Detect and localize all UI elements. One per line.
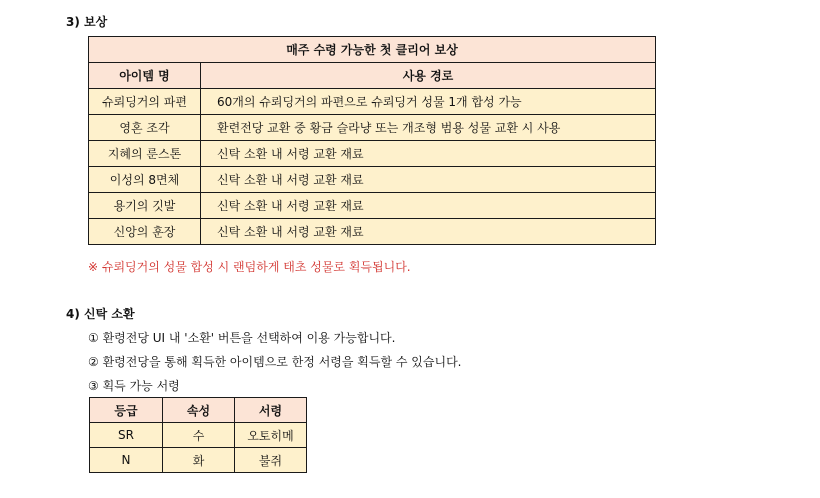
attribute-cell: 수 bbox=[163, 423, 235, 448]
usage-cell: 60개의 슈뢰딩거의 파편으로 슈뢰딩거 성물 1개 합성 가능 bbox=[201, 89, 656, 115]
usage-cell: 신탁 소환 내 서령 교환 재료 bbox=[201, 193, 656, 219]
reward-table-caption-row bbox=[89, 37, 656, 63]
table-row bbox=[89, 141, 656, 167]
table-row bbox=[89, 167, 656, 193]
summon-line-3: ③ 획득 가능 서령 bbox=[88, 379, 180, 393]
grade-cell: N bbox=[90, 448, 163, 473]
table-row bbox=[89, 193, 656, 219]
item-name-cell: 영혼 조각 bbox=[89, 115, 201, 141]
table-row bbox=[89, 89, 656, 115]
table-row bbox=[90, 448, 307, 473]
usage-cell: 신탁 소환 내 서령 교환 재료 bbox=[201, 167, 656, 193]
item-name-cell: 신앙의 훈장 bbox=[89, 219, 201, 245]
usage-cell: 환련전당 교환 중 황금 슬라냥 또는 개조형 범용 성물 교환 시 사용 bbox=[201, 115, 656, 141]
usage-cell: 신탁 소환 내 서령 교환 재료 bbox=[201, 219, 656, 245]
attribute-cell: 화 bbox=[163, 448, 235, 473]
column-header-item: 아이템 명 bbox=[89, 63, 201, 89]
grade-cell: SR bbox=[90, 423, 163, 448]
table-row bbox=[90, 423, 307, 448]
table-row bbox=[89, 219, 656, 245]
item-name-cell: 이성의 8면체 bbox=[89, 167, 201, 193]
spirit-name-cell: 오토히메 bbox=[235, 423, 307, 448]
usage-cell: 신탁 소환 내 서령 교환 재료 bbox=[201, 141, 656, 167]
column-header-grade: 등급 bbox=[90, 398, 163, 423]
column-header-attribute: 속성 bbox=[163, 398, 235, 423]
reward-heading: 3) 보상 bbox=[66, 15, 108, 29]
reward-table-caption: 매주 수령 가능한 첫 클리어 보상 bbox=[89, 37, 656, 63]
reward-table-header-row bbox=[89, 63, 656, 89]
spirit-name-cell: 불쥐 bbox=[235, 448, 307, 473]
summon-line-1: ① 환령전당 UI 내 '소환' 버튼을 선택하여 이용 가능합니다. bbox=[88, 331, 396, 345]
summon-heading: 4) 신탁 소환 bbox=[66, 307, 135, 321]
summon-line-2: ② 환령전당을 통해 획득한 아이템으로 한정 서령을 획득할 수 있습니다. bbox=[88, 355, 462, 369]
reward-note: ※ 슈뢰딩거의 성물 합성 시 랜덤하게 태초 성물로 획득됩니다. bbox=[88, 260, 411, 274]
spirit-table bbox=[89, 397, 307, 473]
spirit-table-header-row bbox=[90, 398, 307, 423]
column-header-usage: 사용 경로 bbox=[201, 63, 656, 89]
item-name-cell: 슈뢰딩거의 파편 bbox=[89, 89, 201, 115]
item-name-cell: 지혜의 룬스톤 bbox=[89, 141, 201, 167]
table-row bbox=[89, 115, 656, 141]
reward-table bbox=[88, 36, 656, 245]
item-name-cell: 용기의 깃발 bbox=[89, 193, 201, 219]
column-header-spirit: 서령 bbox=[235, 398, 307, 423]
